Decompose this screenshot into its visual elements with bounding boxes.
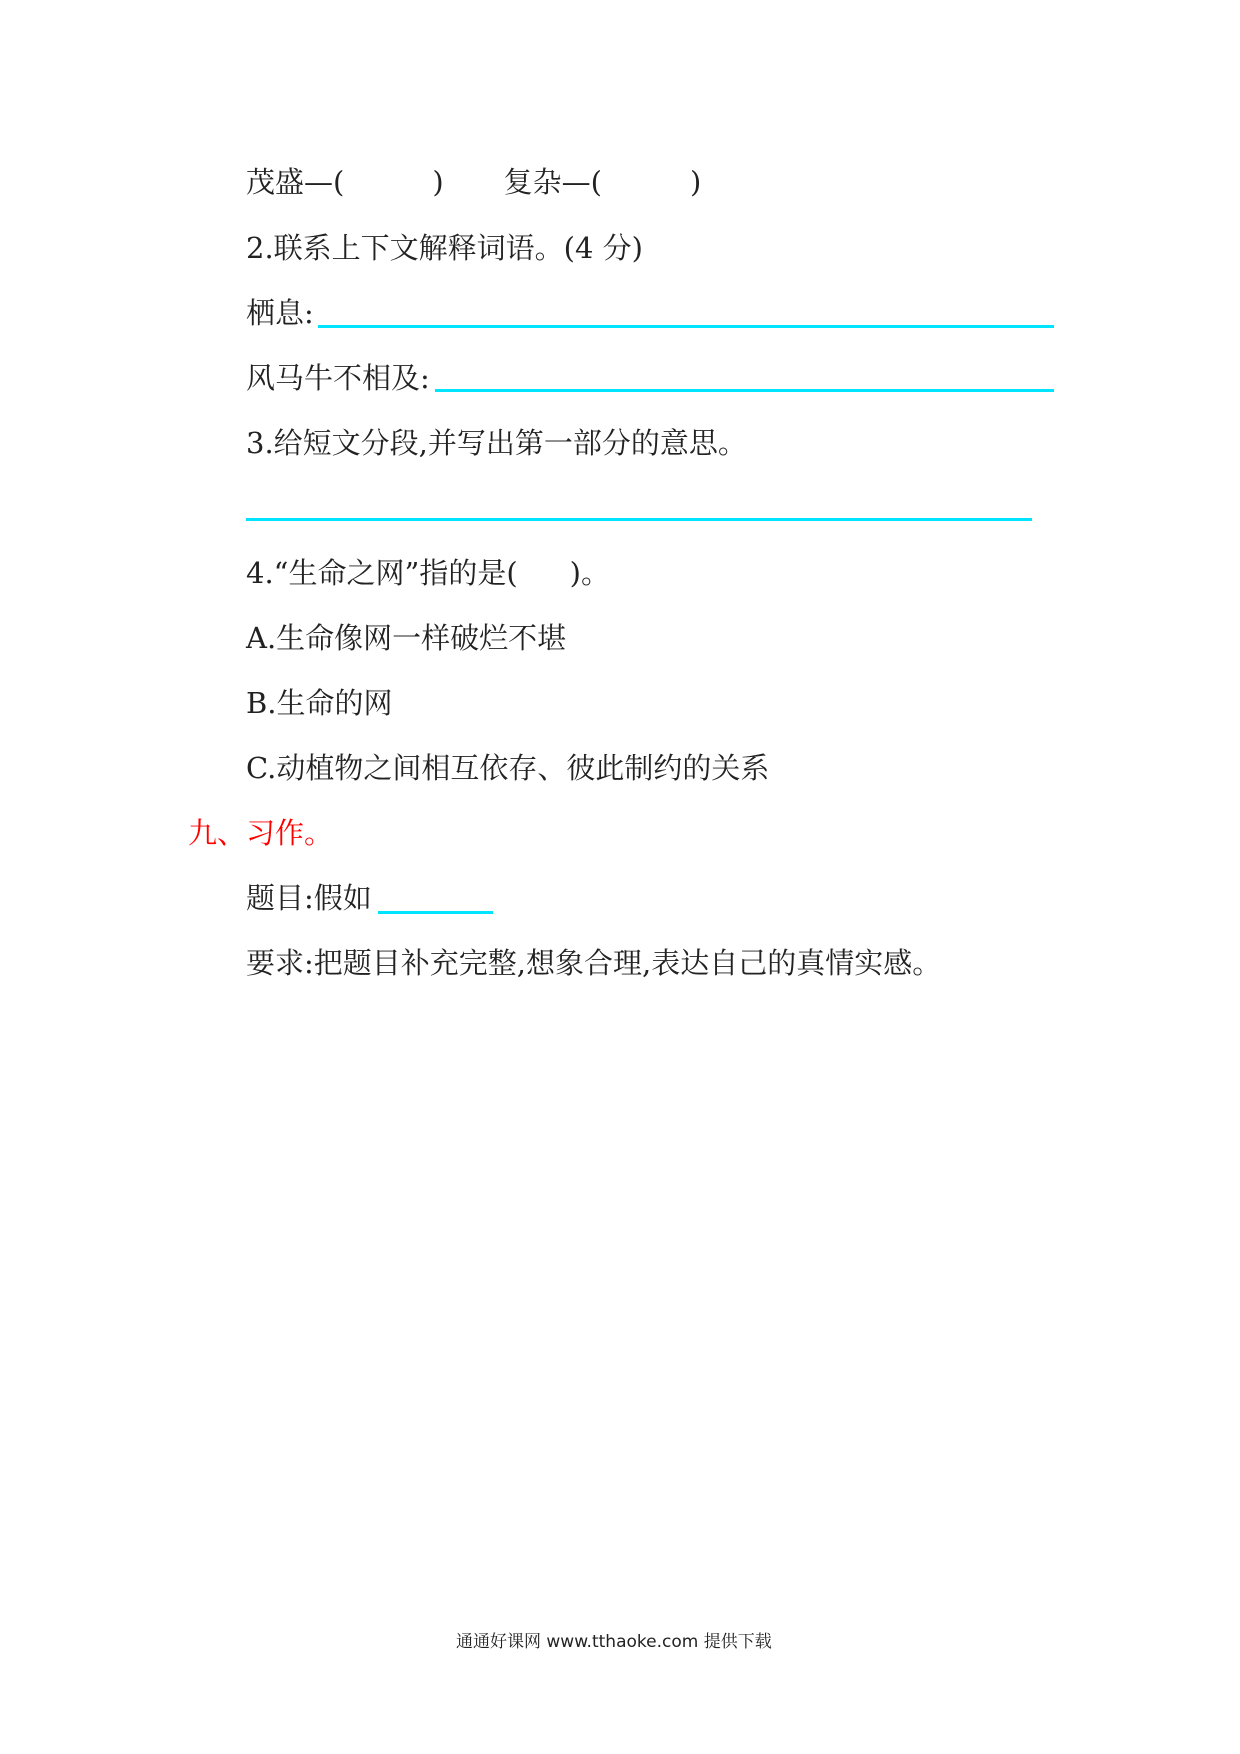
word-1-answer-line[interactable] bbox=[318, 325, 1054, 328]
requirement-text: 要求:把题目补充完整,想象合理,表达自己的真情实感。 bbox=[246, 946, 942, 980]
question-4-suffix: )。 bbox=[569, 556, 610, 590]
topic-answer-line[interactable] bbox=[378, 911, 493, 914]
question-3-heading: 3.给短文分段,并写出第一部分的意思。 bbox=[246, 426, 747, 460]
option-b: B.生命的网 bbox=[246, 686, 393, 720]
question-4-prefix: 4.“生命之网”指的是( bbox=[246, 556, 518, 590]
section-9-title: 九、习作。 bbox=[188, 816, 334, 850]
antonym-item-1-label: 茂盛—( bbox=[246, 165, 345, 199]
footer-text: 通通好课网 www.tthaoke.com 提供下载 bbox=[456, 1632, 772, 1652]
antonym-item-1-close: ) bbox=[432, 165, 444, 199]
question-4-heading bbox=[246, 553, 610, 593]
antonym-row bbox=[246, 162, 701, 202]
word-2-label: 风马牛不相及: bbox=[246, 361, 430, 395]
antonym-item-2-label: 复杂—( bbox=[503, 165, 602, 199]
topic-label: 题目:假如 bbox=[246, 881, 372, 915]
option-c: C.动植物之间相互依存、彼此制约的关系 bbox=[246, 751, 770, 785]
question-2-heading: 2.联系上下文解释词语。(4 分) bbox=[246, 231, 643, 265]
question-3-answer-line[interactable] bbox=[246, 518, 1032, 521]
word-2-answer-line[interactable] bbox=[435, 389, 1054, 392]
antonym-item-2-close: ) bbox=[689, 165, 702, 199]
word-1-label: 栖息: bbox=[246, 296, 314, 330]
option-a: A.生命像网一样破烂不堪 bbox=[246, 621, 567, 655]
